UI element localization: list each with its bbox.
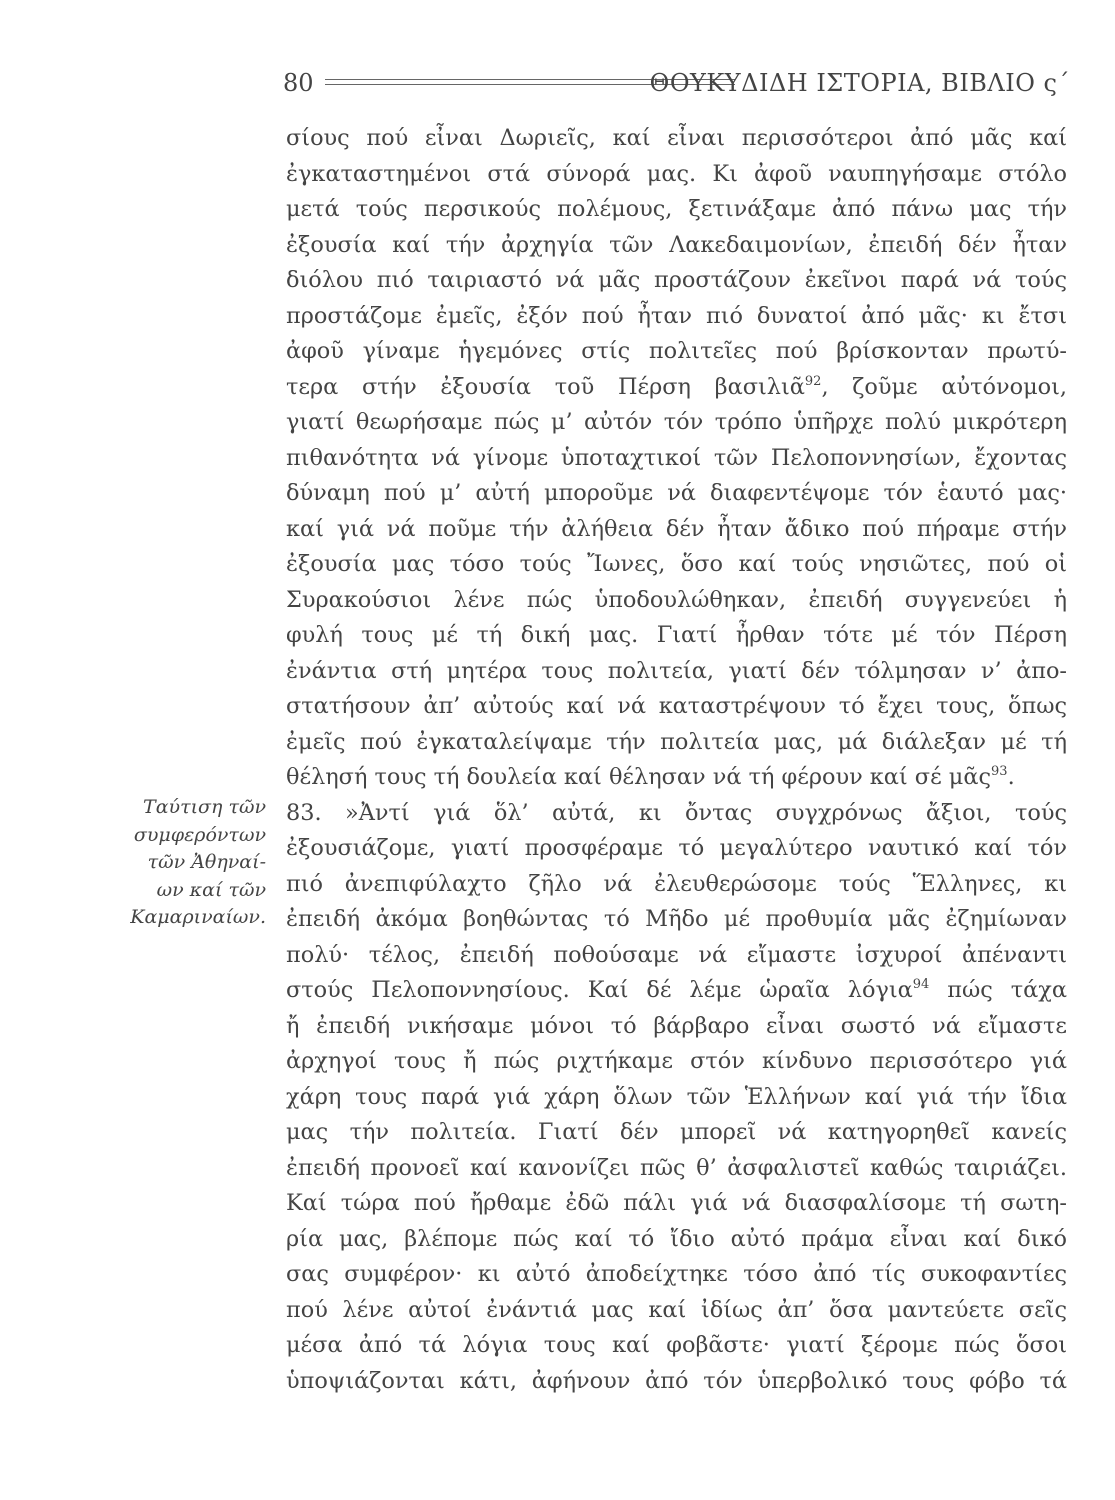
text-line [286,334,1067,370]
text-line [286,796,1067,832]
running-title: ΘΟΥΚΥΔΙΔΗ ΙΣΤΟΡΙΑ, ΒΙΒΛΙΟ ς΄ [649,69,1070,97]
text-line [286,263,1067,299]
text-line-content: ἐξουσία καί τήν ἀρχηγία τῶν Λακεδαιμονίων, ἐπειδή δέν ἦταν [286,231,1067,258]
text-line [286,157,1067,193]
text-line [286,583,1067,619]
text-line [286,476,1067,512]
text-line-continuation: , ζοῦμε αὐτόνομοι, [821,373,1067,400]
margin-note-line: Ταύτιση τῶν [143,796,266,818]
text-line [286,1328,1067,1364]
text-line [286,299,1067,335]
text-line-content: προστάζομε ἐμεῖς, ἐξόν πού ἦταν πιό δυνατοί ἀπό μᾶς· κι ἔτσι [286,302,1067,329]
text-line [286,1044,1067,1080]
text-line-content: Καί τώρα πού ἤρθαμε ἐδῶ πάλι γιά νά διασφαλίσομε τή σωτη- [286,1190,1067,1216]
text-line-content: πού λένε αὐτοί ἐνάντιά μας καί ἰδίως ἀπ’ ὅσα μαντεύετε σεῖς [286,1296,1067,1323]
footnote-marker: 93 [991,764,1008,779]
text-line [286,1151,1067,1187]
body-text [286,121,1067,1399]
text-line-content: μέσα ἀπό τά λόγια τους καί φοβᾶστε· γιατί ξέρομε πώς ὅσοι [286,1332,1067,1358]
text-line-content: καί γιά νά ποῦμε τήν ἀλήθεια δέν ἦταν ἄδικο πού πήραμε στήν [286,515,1067,542]
text-line [286,1257,1067,1293]
text-line [286,831,1067,867]
text-line-content: θέλησή τους τή δουλεία καί θέλησαν νά τή φέρουν καί σέ μᾶς [286,764,992,790]
margin-note-line: Καμαριναίων. [130,906,266,928]
text-line-content: ἀφοῦ γίναμε ἡγεμόνες στίς πολιτεῖες πού βρίσκονταν πρωτύ- [286,338,1067,364]
text-line [286,228,1067,264]
text-line-content: ρία μας, βλέπομε πώς καί τό ἴδιο αὐτό πράμα εἶναι καί δικό [286,1225,1067,1252]
text-line-content: στατήσουν ἀπ’ αὐτούς καί νά καταστρέψουν τό ἔχει τους, ὅπως [286,693,1067,719]
text-line [286,1293,1067,1329]
page-header [283,66,1070,100]
text-line [286,1222,1067,1258]
text-line-content: Συρακούσιοι λένε πώς ὑποδουλώθηκαν, ἐπειδή συγγενεύει ἡ [286,586,1067,613]
page-number: 80 [283,69,314,97]
text-line [286,867,1067,903]
margin-note [114,794,266,932]
margin-note-line: τῶν Ἀθηναί- [147,851,266,873]
text-line [286,1080,1067,1116]
text-line-content: ἐγκαταστημένοι στά σύνορά μας. Κι ἀφοῦ ναυπηγήσαμε στόλο [286,160,1067,187]
text-line-content: τερα στήν ἐξουσία τοῦ Πέρση βασιλιᾶ [286,373,805,400]
text-line-content: ἐξουσιάζομε, γιατί προσφέραμε τό μεγαλύτερο ναυτικό καί τόν [286,835,1067,861]
margin-note-line: συμφερόντων [133,823,266,846]
text-line-content: μας τήν πολιτεία. Γιατί δέν μπορεῖ νά κατηγορηθεῖ κανείς [286,1119,1067,1145]
text-line-content: σας συμφέρον· κι αὐτό ἀποδείχτηκε τόσο ἀπό τίς συκοφαντίες [286,1261,1067,1287]
text-line [286,121,1067,157]
footnote-marker: 92 [804,373,822,389]
text-line-content: μετά τούς περσικούς πολέμους, ξετινάξαμε ἀπό πάνω μας τήν [286,196,1067,222]
text-line-content: διόλου πιό ταιριαστό νά μᾶς προστάζουν ἐκεῖνοι παρά νά τούς [286,267,1067,293]
text-line-content: χάρη τους παρά γιά χάρη ὅλων τῶν Ἑλλήνων καί γιά τήν ἴδια [286,1083,1067,1110]
text-line [286,760,1067,796]
text-line [286,618,1067,654]
text-line [286,512,1067,548]
text-line [286,1186,1067,1222]
text-line-content: ἐμεῖς πού ἐγκαταλείψαμε τήν πολιτεία μας, μά διάλεξαν μέ τή [286,728,1067,755]
text-line-content: ἐξουσία μας τόσο τούς Ἴωνες, ὅσο καί τούς νησιῶτες, πού οἱ [286,551,1067,577]
footnote-marker: 94 [912,977,930,992]
text-line-content: ἐνάντια στή μητέρα τους πολιτεία, γιατί δέν τόλμησαν ν’ ἀπο- [286,657,1067,684]
text-line-content: ἐπειδή προνοεῖ καί κανονίζει πῶς θ’ ἀσφαλιστεῖ καθώς ταιριάζει. [286,1154,1067,1181]
text-line-content: σίους πού εἶναι Δωριεῖς, καί εἶναι περισσότεροι ἀπό μᾶς καί [286,125,1067,151]
text-line [286,938,1067,974]
text-line [286,654,1067,690]
text-line [286,547,1067,583]
text-line-content: ὑποψιάζονται κάτι, ἀφήνουν ἀπό τόν ὑπερβολικό τους φόβο τά [286,1367,1067,1394]
text-line [286,902,1067,938]
text-line-content: ἀρχηγοί τους ἤ πώς ριχτήκαμε στόν κίνδυνο περισσότερο γιά [286,1048,1067,1074]
text-line-content: ἤ ἐπειδή νικήσαμε μόνοι τό βάρβαρο εἶναι σωστό νά εἴμαστε [286,1012,1067,1039]
text-line-content: πιό ἀνεπιφύλαχτο ζῆλο νά ἐλευθερώσομε τούς Ἕλληνες, κι [286,870,1067,897]
text-line-content: γιατί θεωρήσαμε πώς μ’ αὐτόν τόν τρόπο ὑπῆρχε πολύ μικρότερη [286,409,1067,435]
text-line [286,973,1067,1009]
text-line-content: στούς Πελοποννησίους. Καί δέ λέμε ὡραῖα λόγια [286,977,913,1003]
text-line [286,1115,1067,1151]
text-line-content: 83. »Ἀντί γιά ὅλ’ αὐτά, κι ὄντας συγχρόνως ἄξιοι, τούς [286,799,1067,826]
text-line [286,192,1067,228]
text-line [286,370,1067,406]
text-line-continuation: . [1007,764,1015,790]
text-line [286,689,1067,725]
text-line [286,1009,1067,1045]
margin-note-line: ων καί τῶν [156,878,266,901]
text-line [286,725,1067,761]
text-line [286,441,1067,477]
text-line [286,405,1067,441]
text-line [286,1364,1067,1400]
text-line-content: δύναμη πού μ’ αὐτή μποροῦμε νά διαφεντέψομε τόν ἑαυτό μας· [286,480,1067,506]
text-line-content: πολύ· τέλος, ἐπειδή ποθούσαμε νά εἴμαστε ἰσχυροί ἀπέναντι [286,941,1067,968]
text-line-content: πιθανότητα νά γίνομε ὑποταχτικοί τῶν Πελοποννησίων, ἔχοντας [286,444,1067,471]
text-line-continuation: πώς τάχα [929,977,1067,1003]
text-line-content: φυλή τους μέ τή δική μας. Γιατί ἦρθαν τότε μέ τόν Πέρση [286,622,1067,648]
text-line-content: ἐπειδή ἀκόμα βοηθώντας τό Μῆδο μέ προθυμία μᾶς ἐζημίωναν [286,906,1067,932]
